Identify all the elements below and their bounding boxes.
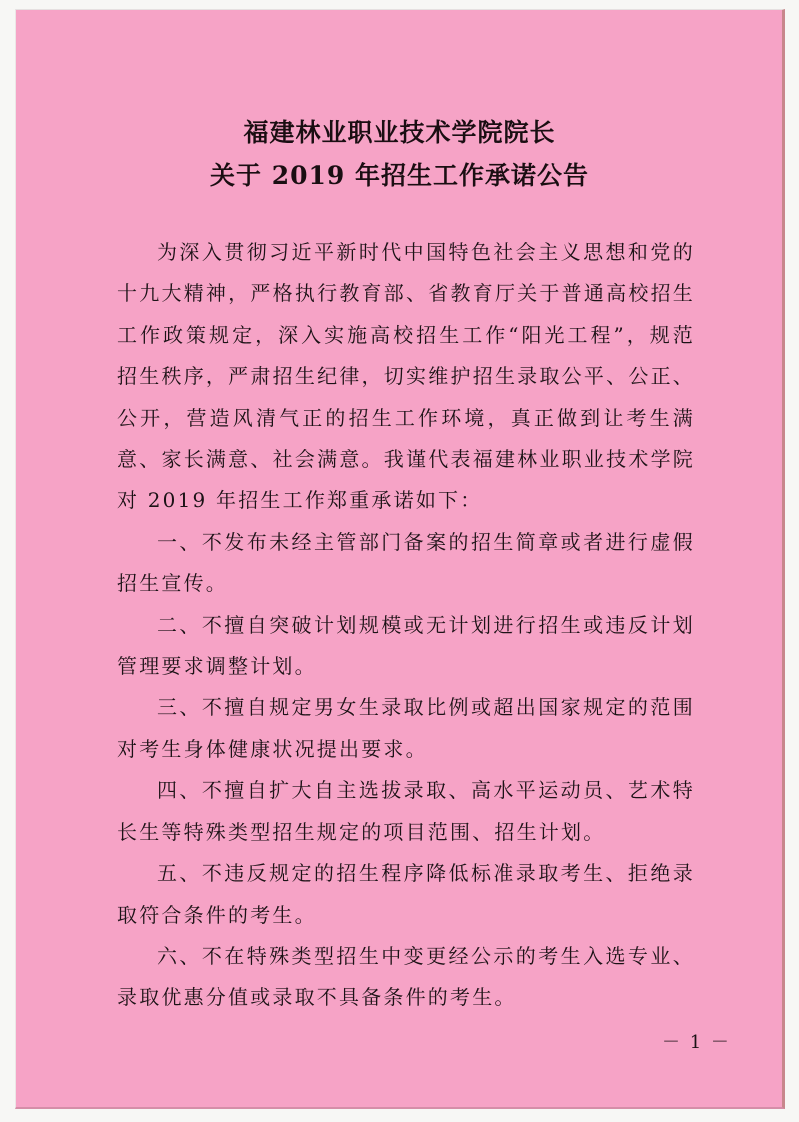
commitment-item-2: 二、不擅自突破计划规模或无计划进行招生或违反计划管理要求调整计划。 [117, 612, 695, 679]
commitment-item-4: 四、不擅自扩大自主选拔录取、高水平运动员、艺术特长生等特殊类型招生规定的项目范围、招生计划。 [117, 778, 695, 844]
commitment-item-5: 五、不违反规定的招生程序降低标准录取考生、拒绝录取符合条件的考生。 [117, 861, 695, 927]
page-number: － 1 － [662, 1032, 731, 1053]
commitment-item-6: 六、不在特殊类型招生中变更经公示的考生入选专业、录取优惠分值或录取不具备条件的考生。 [117, 943, 695, 1010]
title-line-1: 福建林业职业技术学院院长 [243, 118, 556, 147]
title-line-2: 关于 2019 年招生工作承诺公告 [210, 161, 589, 190]
commitment-item-1: 一、不发布未经主管部门备案的招生简章或者进行虚假招生宣传。 [117, 529, 695, 596]
commitment-item-3: 三、不擅自规定男女生录取比例或超出国家规定的范围对考生身体健康状况提出要求。 [117, 695, 695, 761]
intro-paragraph: 为深入贯彻习近平新时代中国特色社会主义思想和党的十九大精神，严格执行教育部、省教育厅关于普通高校招生工作政策规定，深入实施高校招生工作“阳光工程”，规范招生秩序，严肃招生纪律，切实维护招生录取公平、公正、公开，营造风清气正的招生工作环境，真正做到让考生满意、家长满意、社会满意。我谨代表福建林业职业技术学院对 2019 年招生工作郑重承诺如下： [117, 240, 695, 513]
document-body [117, 232, 695, 1019]
